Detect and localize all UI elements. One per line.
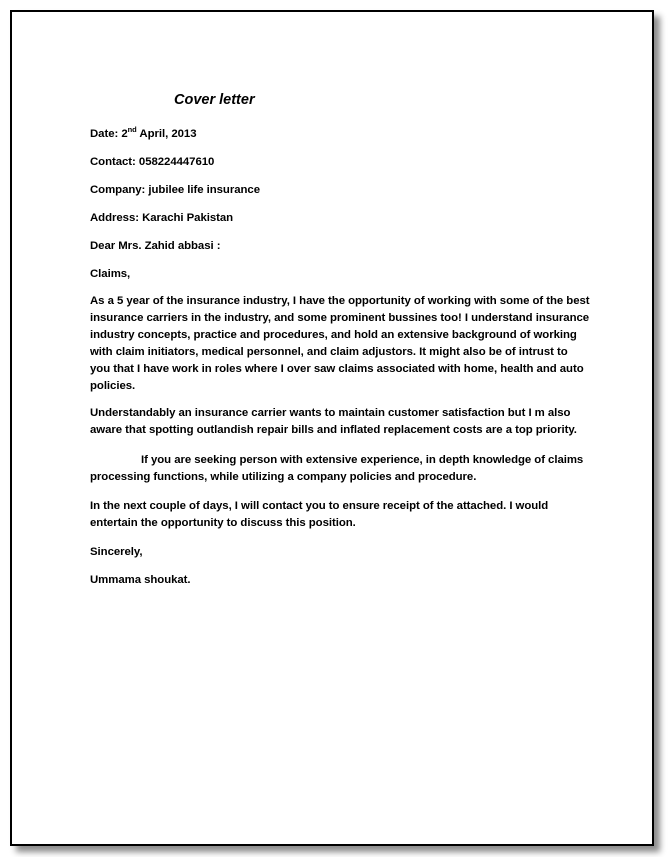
letter-title: Cover letter: [174, 92, 255, 108]
paragraph-line: aware that spotting outlandish repair bills and inflated replacement costs are a top priority.: [90, 424, 577, 436]
paragraph-line: you that I have work in roles where I over saw claims associated with home, health and auto: [90, 363, 584, 375]
date-ordinal: nd: [127, 125, 137, 134]
date-rest: April, 2013: [136, 128, 197, 140]
paragraph-3: [90, 452, 590, 486]
paragraph-line: processing functions, while utilizing a company policies and procedure.: [90, 471, 477, 483]
date-label: Date: 2: [90, 128, 128, 140]
paragraph-2: [90, 405, 590, 439]
company-line: Company: jubilee life insurance: [90, 184, 260, 196]
paragraph-line: entertain the opportunity to discuss this position.: [90, 517, 356, 529]
paragraph-line: In the next couple of days, I will contact you to ensure receipt of the attached. I would: [90, 500, 549, 512]
date-line: [90, 126, 196, 142]
address-line: Address: Karachi Pakistan: [90, 212, 234, 224]
paragraph-1: [90, 293, 590, 395]
paragraph-line: with claim initiators, medical personnel, and claim adjustors. It might also be of intrust to: [90, 346, 568, 358]
document-page: [10, 10, 654, 846]
subject-line: Claims,: [90, 268, 131, 280]
closing: Sincerely,: [90, 546, 143, 558]
paragraph-line: policies.: [90, 380, 136, 392]
paragraph-4: [90, 498, 590, 532]
paragraph-line: If you are seeking person with extensive experience, in depth knowledge of claims: [141, 454, 584, 466]
contact-line: Contact: 058224447610: [90, 156, 215, 168]
signature: Ummama shoukat.: [90, 574, 191, 586]
paragraph-line: insurance carriers in the industry, and some prominent bussines too! I understand insurance: [90, 312, 590, 324]
paragraph-line: industry concepts, practice and procedures, and hold an extensive background of working: [90, 329, 577, 341]
paragraph-line: Understandably an insurance carrier wants to maintain customer satisfaction but I m also: [90, 407, 571, 419]
salutation: Dear Mrs. Zahid abbasi :: [90, 240, 221, 252]
paragraph-line: As a 5 year of the insurance industry, I have the opportunity of working with some of the best: [90, 295, 590, 307]
